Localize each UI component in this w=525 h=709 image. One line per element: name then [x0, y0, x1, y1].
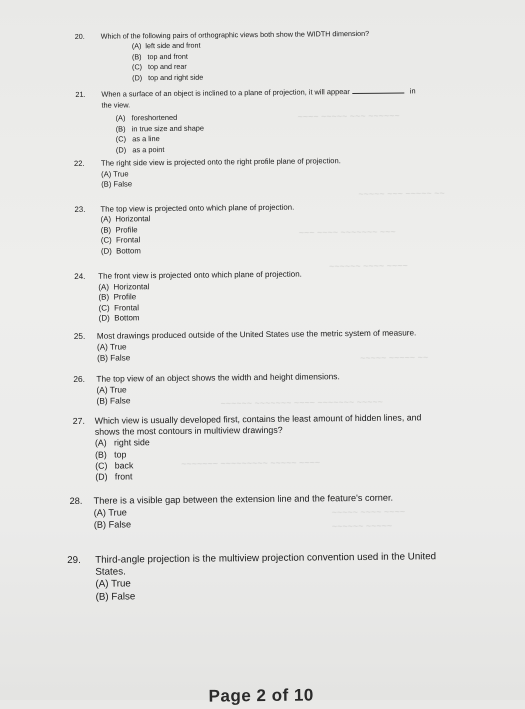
bleed-through-text: ~~~~~~ ~~~~ ~~~~: [329, 260, 408, 272]
question-22: [74, 155, 494, 195]
question-stem: Most drawings produced outside of the United States use the metric system of measure.: [96, 328, 417, 341]
question-20: [75, 28, 496, 92]
answer-option-b: (B) in true size and shape: [115, 123, 205, 134]
answer-option-a: (A) True: [93, 507, 127, 518]
question-28: [70, 490, 510, 535]
answer-option-c: (C) as a line: [115, 134, 160, 144]
answer-blank: [352, 93, 404, 95]
question-stem-continued: the view.: [101, 99, 131, 110]
bleed-through-text: ~~~~~ ~~~~ ~~~~: [331, 506, 406, 518]
question-stem: There is a visible gap between the extension line and the feature's corner.: [93, 492, 394, 506]
question-stem: Which view is usually developed first, contains the least amount of hidden lines, and shows the most contours in multiview drawings?: [94, 412, 422, 437]
question-number: 24.: [74, 271, 86, 281]
question-stem-part: in: [409, 86, 416, 96]
question-number: 26.: [73, 373, 86, 384]
question-number: 25.: [73, 331, 86, 341]
question-number: 23.: [74, 204, 86, 214]
answer-option-d: (D) top and right side: [132, 72, 204, 82]
bleed-through-text: ~~~~~~~ ~~~~~~~~~ ~~~~~ ~~~~: [181, 457, 321, 469]
answer-option-a: (A) Horizontal: [98, 281, 150, 292]
question-stem: The front view is projected onto which plane of projection.: [98, 269, 302, 281]
answer-option-b: (B) Profile: [100, 225, 138, 235]
answer-option-a: (A) Horizontal: [100, 214, 151, 225]
question-21: [75, 86, 496, 160]
question-number: 29.: [67, 554, 81, 567]
question-stem: The top view is projected onto which plane of projection.: [100, 202, 295, 214]
question-29: [67, 550, 518, 607]
answer-option-a: (A) True: [95, 578, 131, 591]
question-24: [74, 268, 495, 328]
answer-option-b: (B) top: [95, 449, 127, 460]
question-stem: Which of the following pairs of orthographic views both show the WIDTH dimension?: [100, 28, 370, 41]
question-23: [74, 201, 495, 259]
answer-option-b: (B) False: [93, 519, 132, 530]
question-stem-part: When a surface of an object is inclined to a plane of projection, it will appear: [101, 87, 350, 99]
question-stem: The top view of an object shows the width and height dimensions.: [96, 371, 340, 384]
question-stem: The right side view is projected onto the right profile plane of projection.: [100, 156, 341, 168]
bleed-through-text: ~~~~ ~~~~~ ~~~ ~~~~~~: [297, 110, 400, 122]
answer-option-b: (B) False: [97, 353, 131, 363]
bleed-through-text: ~~~~~ ~~~ ~~~~~ ~~: [358, 188, 445, 199]
page-footer: Page 2 of 10: [208, 685, 314, 706]
question-number: 27.: [72, 415, 86, 426]
answer-option-c: (C) top and rear: [131, 61, 187, 72]
answer-option-d: (D) front: [95, 471, 133, 482]
answer-option-a: (A) True: [96, 342, 127, 352]
question-25: [74, 326, 504, 367]
answer-option-b: (B) False: [101, 179, 133, 189]
answer-option-a: (A) left side and front: [131, 41, 201, 51]
answer-option-a: (A) foreshortened: [115, 113, 178, 123]
question-26: [73, 369, 503, 410]
answer-option-d: (D) Bottom: [98, 313, 140, 324]
question-stem: Third-angle projection is the multiview projection convention used in the United States.: [95, 551, 437, 578]
question-number: 20.: [74, 31, 85, 41]
answer-option-b: (B) Profile: [98, 292, 137, 302]
bleed-through-text: ~~~~~~ ~~~~~~~ ~~~~ ~~~~~~~ ~~~~~: [220, 396, 384, 409]
question-number: 21.: [75, 89, 86, 99]
answer-option-a: (A) True: [96, 384, 127, 395]
bleed-through-text: ~~~~~~ ~~~~~: [331, 520, 393, 532]
bleed-through-text: ~~~ ~~~~ ~~~~~~~ ~~~: [298, 226, 396, 238]
answer-option-d: (D) as a point: [115, 144, 165, 155]
answer-option-c: (C) Frontal: [98, 303, 140, 313]
answer-option-c: (C) Frontal: [100, 235, 141, 245]
answer-option-b: (B) False: [95, 590, 136, 603]
question-number: 28.: [69, 495, 83, 507]
answer-option-a: (A) True: [101, 168, 129, 179]
bleed-through-text: ~~~~~ ~~~~~ ~~: [360, 352, 429, 363]
question-number: 22.: [73, 158, 85, 168]
answer-option-b: (B) False: [96, 395, 131, 407]
answer-option-b: (B) top and front: [131, 51, 188, 62]
answer-option-a: (A) right side: [94, 437, 150, 449]
answer-option-c: (C) back: [95, 460, 134, 471]
question-27: [73, 411, 514, 486]
answer-option-d: (D) Bottom: [100, 245, 141, 256]
